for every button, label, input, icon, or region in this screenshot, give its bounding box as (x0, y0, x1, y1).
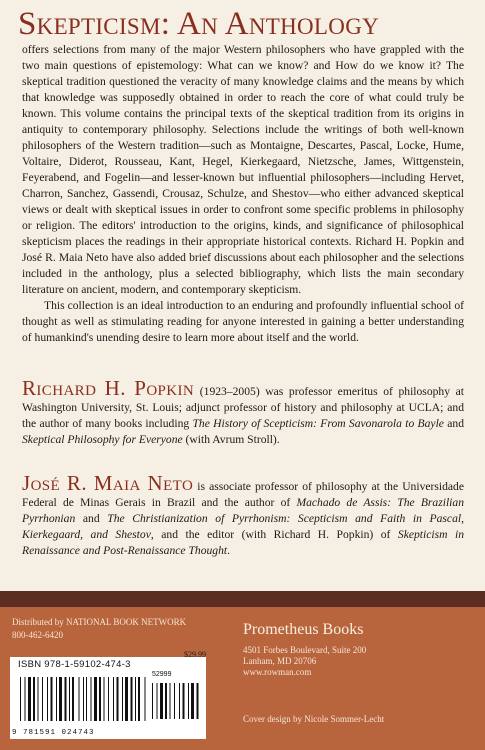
author-bio-maia-neto (22, 471, 465, 559)
author-name: José R. Maia Neto (22, 471, 194, 495)
publisher-name: Prometheus Books (243, 621, 364, 638)
bio-text: (with Avrum Stroll). (182, 433, 280, 446)
book-title-ref: The History of Scepticism: From Savonarola to Bayle (192, 417, 444, 430)
distributor-name: Distributed by NATIONAL BOOK NETWORK (12, 617, 187, 627)
isbn-barcode (20, 677, 150, 721)
price-label: $29.99 (184, 650, 206, 659)
book-title-ref: Machado de Assis: The Brazilian Pyrrhonian (22, 496, 464, 525)
publisher-address (243, 645, 366, 678)
book-title-ref: The Christianization of Pyrrhonism: Scepticism and Faith in Pascal, Kierkegaard, and Shestov (22, 512, 464, 541)
divider-band (0, 591, 485, 607)
cover-design-credit: Cover design by Nicole Sommer-Lecht (243, 714, 385, 724)
author-bio-popkin (22, 376, 464, 448)
bio-text: (1923–2005) was professor emeritus of philosophy at Washington University, St. Louis; adjunct professor of history and philosophy at UCLA; and the author of many books including (22, 385, 464, 430)
address-line: Lanham, MD 20706 (243, 656, 317, 666)
price-barcode (152, 683, 200, 719)
bio-text: and (75, 512, 108, 525)
book-title-ref: Skeptical Philosophy for Everyone (22, 433, 183, 446)
bio-text: is associate professor of philosophy at the Universidade Federal de Minas Gerais in Brazil and the author of (22, 480, 465, 509)
address-line: 4501 Forbes Boulevard, Suite 200 (243, 645, 367, 655)
book-description (22, 42, 464, 346)
barcode-panel (10, 657, 206, 739)
author-name: Richard H. Popkin (22, 376, 195, 400)
description-paragraph-1: offers selections from many of the major Western philosophers who have grappled with the two main questions of epistemology: What can we know? and How do we know it? The skeptical tradition questioned the veracity of many knowledge claims and the means by which that knowledge was supposedly obtained in order to reach the core of what could truly be known. This volume contains the principal texts of the skeptical tradition from its origins in antiquity to contemporary philosophy. Selections include the writings of both well-known philosophers of the Western tradition—such as Montaigne, Descartes, Pascal, Locke, Hume, Voltaire, Diderot, Rousseau, Kant, Hegel, Kierkegaard, Nietzsche, James, Wittgenstein, Feyerabend, and Fogelin—and lesser-known but influential philosophers—including Hervet, Charron, Sanchez, Gassendi, Crousaz, Schulze, and Shestov—who either advanced skeptical views or dealt with skeptical issues in order to confront some specific problems in philosophy or religion. The editors' introduction to the origins, kinds, and significance of philosophical skepticism places the readings in their appropriate historical contexts. Richard H. Popkin and José R. Maia Neto have also added brief discussions about each philosopher and the selections included in the anthology, plus a selected bibliography, which lists the main secondary literature on ancient, modern, and contemporary skepticism. (22, 43, 464, 296)
distributor-info (12, 617, 186, 641)
distributor-phone: 800-462-6420 (12, 630, 63, 640)
publisher-website: www.rowman.com (243, 667, 312, 677)
book-title-ref: Skepticism in Renaissance and Post-Renaissance Thought (22, 528, 464, 557)
price-code-label: 52999 (152, 671, 172, 678)
bio-text: and (443, 417, 464, 430)
cover-footer (0, 607, 485, 750)
book-title: Skepticism: An Anthology (18, 6, 380, 42)
bio-text: . (227, 544, 231, 557)
bio-text: , and the editor (with Richard H. Popkin) of (150, 528, 398, 541)
barcode-digits: 9 781591 024743 (12, 729, 95, 737)
description-paragraph-2: This collection is an ideal introduction to an enduring and profoundly influential school of thought as well as stimulating reading for anyone interested in gaining a better understanding of humankind's unending desire to learn more about itself and the world. (22, 299, 464, 344)
isbn-label: ISBN 978-1-59102-474-3 (18, 659, 131, 670)
